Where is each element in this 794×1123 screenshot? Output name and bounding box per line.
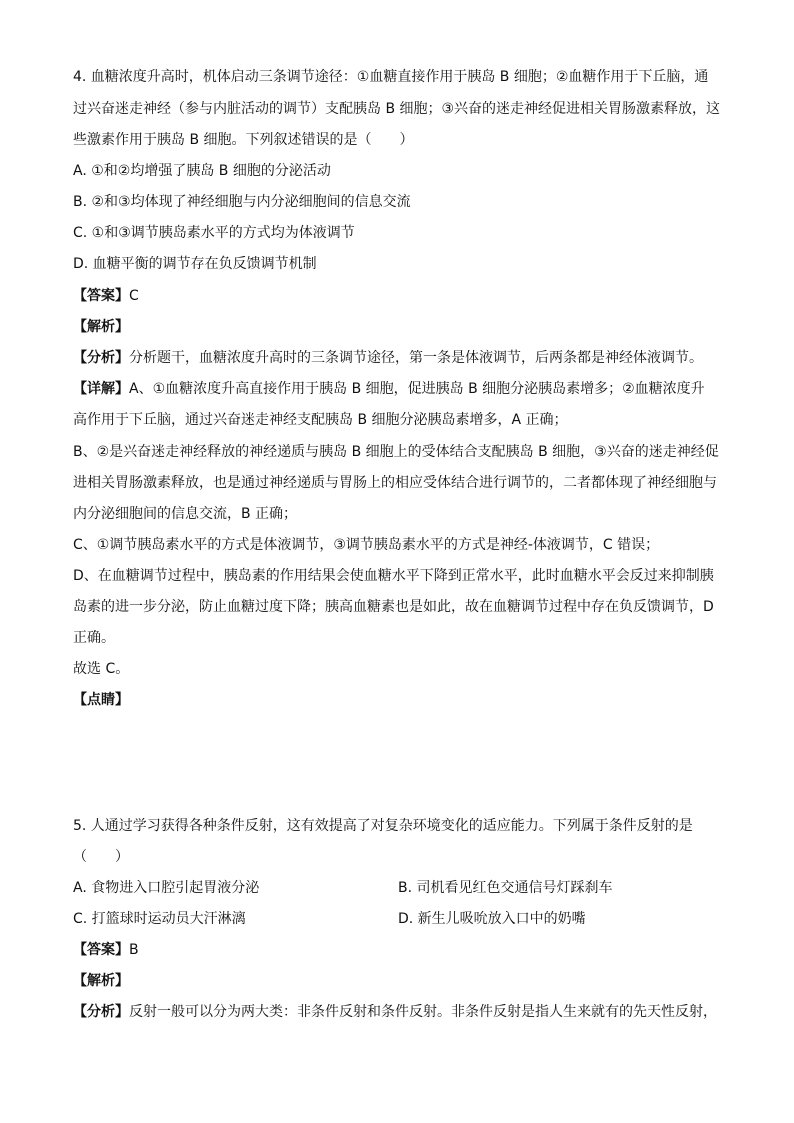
q4-detail-line-6: C、①调节胰岛素水平的方式是体液调节，③调节胰岛素水平的方式是神经-体液调节，C 错误；	[73, 537, 660, 553]
q5-answer	[73, 941, 139, 959]
q4-detail-line-7: D、在血糖调节过程中，胰岛素的作用结果会使血糖水平下降到正常水平，此时血糖水平会反过来抑制胰	[73, 568, 714, 584]
q5-fenxi-label: 【分析】	[73, 1004, 129, 1020]
q5-fenxi	[73, 1003, 717, 1021]
q4-fenxi	[73, 349, 703, 367]
q5-answer-value: B	[129, 942, 139, 958]
q4-detail-line-9: 正确。	[73, 630, 115, 646]
q4-answer-value: C	[129, 288, 139, 304]
q4-fenxi-text: 分析题干，血糖浓度升高时的三条调节途径，第一条是体液调节，后两条都是神经体液调节。	[129, 350, 703, 366]
q4-detail-label: 【详解】	[73, 381, 129, 397]
q4-answer	[73, 287, 139, 305]
q5-analysis-label: 【解析】	[73, 973, 129, 989]
q4-conclusion: 故选 C。	[73, 661, 130, 677]
q5-option-a: A. 食物进入口腔引起胃液分泌	[73, 880, 260, 896]
q4-option-a: A. ①和②均增强了胰岛 B 细胞的分泌活动	[73, 163, 331, 179]
q4-stem-line-1: 4. 血糖浓度升高时，机体启动三条调节途径：①血糖直接作用于胰岛 B 细胞；②血糖作用于下丘脑，通	[73, 69, 709, 85]
q4-detail-line-5: 内分泌细胞间的信息交流，B 正确；	[73, 506, 298, 522]
q4-detail-line-4: 进相关胃肠激素释放，也是通过神经递质与胃肠上的相应受体结合进行调节的，二者都体现了神经细胞与	[73, 475, 717, 491]
q4-fenxi-label: 【分析】	[73, 350, 129, 366]
q4-detail-text-1: A、①血糖浓度升高直接作用于胰岛 B 细胞，促进胰岛 B 细胞分泌胰岛素增多；②血糖浓度升	[129, 381, 705, 397]
q4-option-c: C. ①和③调节胰岛素水平的方式均为体液调节	[73, 225, 355, 241]
q4-detail-line-8: 岛素的进一步分泌，防止血糖过度下降；胰高血糖素也是如此，故在血糖调节过程中存在负反馈调节，D	[73, 599, 714, 615]
q5-option-b: B. 司机看见红色交通信号灯踩刹车	[398, 880, 613, 896]
q4-option-d: D. 血糖平衡的调节存在负反馈调节机制	[73, 256, 317, 272]
q5-stem-line-2: （ ）	[73, 849, 129, 865]
q4-dianjing-label: 【点睛】	[73, 692, 129, 708]
q4-stem-line-3: 些激素作用于胰岛 B 细胞。下列叙述错误的是（ ）	[73, 132, 414, 148]
q5-option-d: D. 新生儿吸吮放入口中的奶嘴	[398, 911, 586, 927]
q4-option-b: B. ②和③均体现了神经细胞与内分泌细胞间的信息交流	[73, 194, 411, 210]
q4-analysis-label: 【解析】	[73, 319, 129, 335]
q5-fenxi-text: 反射一般可以分为两大类：非条件反射和条件反射。非条件反射是指人生来就有的先天性反射，	[129, 1004, 717, 1020]
q5-option-c: C. 打篮球时运动员大汗淋漓	[73, 911, 246, 927]
q4-detail-line-3: B、②是兴奋迷走神经释放的神经递质与胰岛 B 细胞上的受体结合支配胰岛 B 细胞，③兴奋的迷走神经促	[73, 444, 719, 460]
q4-stem-line-2: 过兴奋迷走神经（参与内脏活动的调节）支配胰岛 B 细胞；③兴奋的迷走神经促进相关胃肠激素释放，这	[73, 101, 721, 117]
q4-detail-line-2: 高作用于下丘脑，通过兴奋迷走神经支配胰岛 B 细胞分泌胰岛素增多，A 正确；	[73, 412, 568, 428]
q5-answer-label: 【答案】	[73, 942, 129, 958]
q4-answer-label: 【答案】	[73, 288, 129, 304]
q4-detail-line-1	[73, 380, 705, 398]
q5-stem-line-1: 5. 人通过学习获得各种条件反射，这有效提高了对复杂环境变化的适应能力。下列属于条件反射的是	[73, 818, 693, 834]
